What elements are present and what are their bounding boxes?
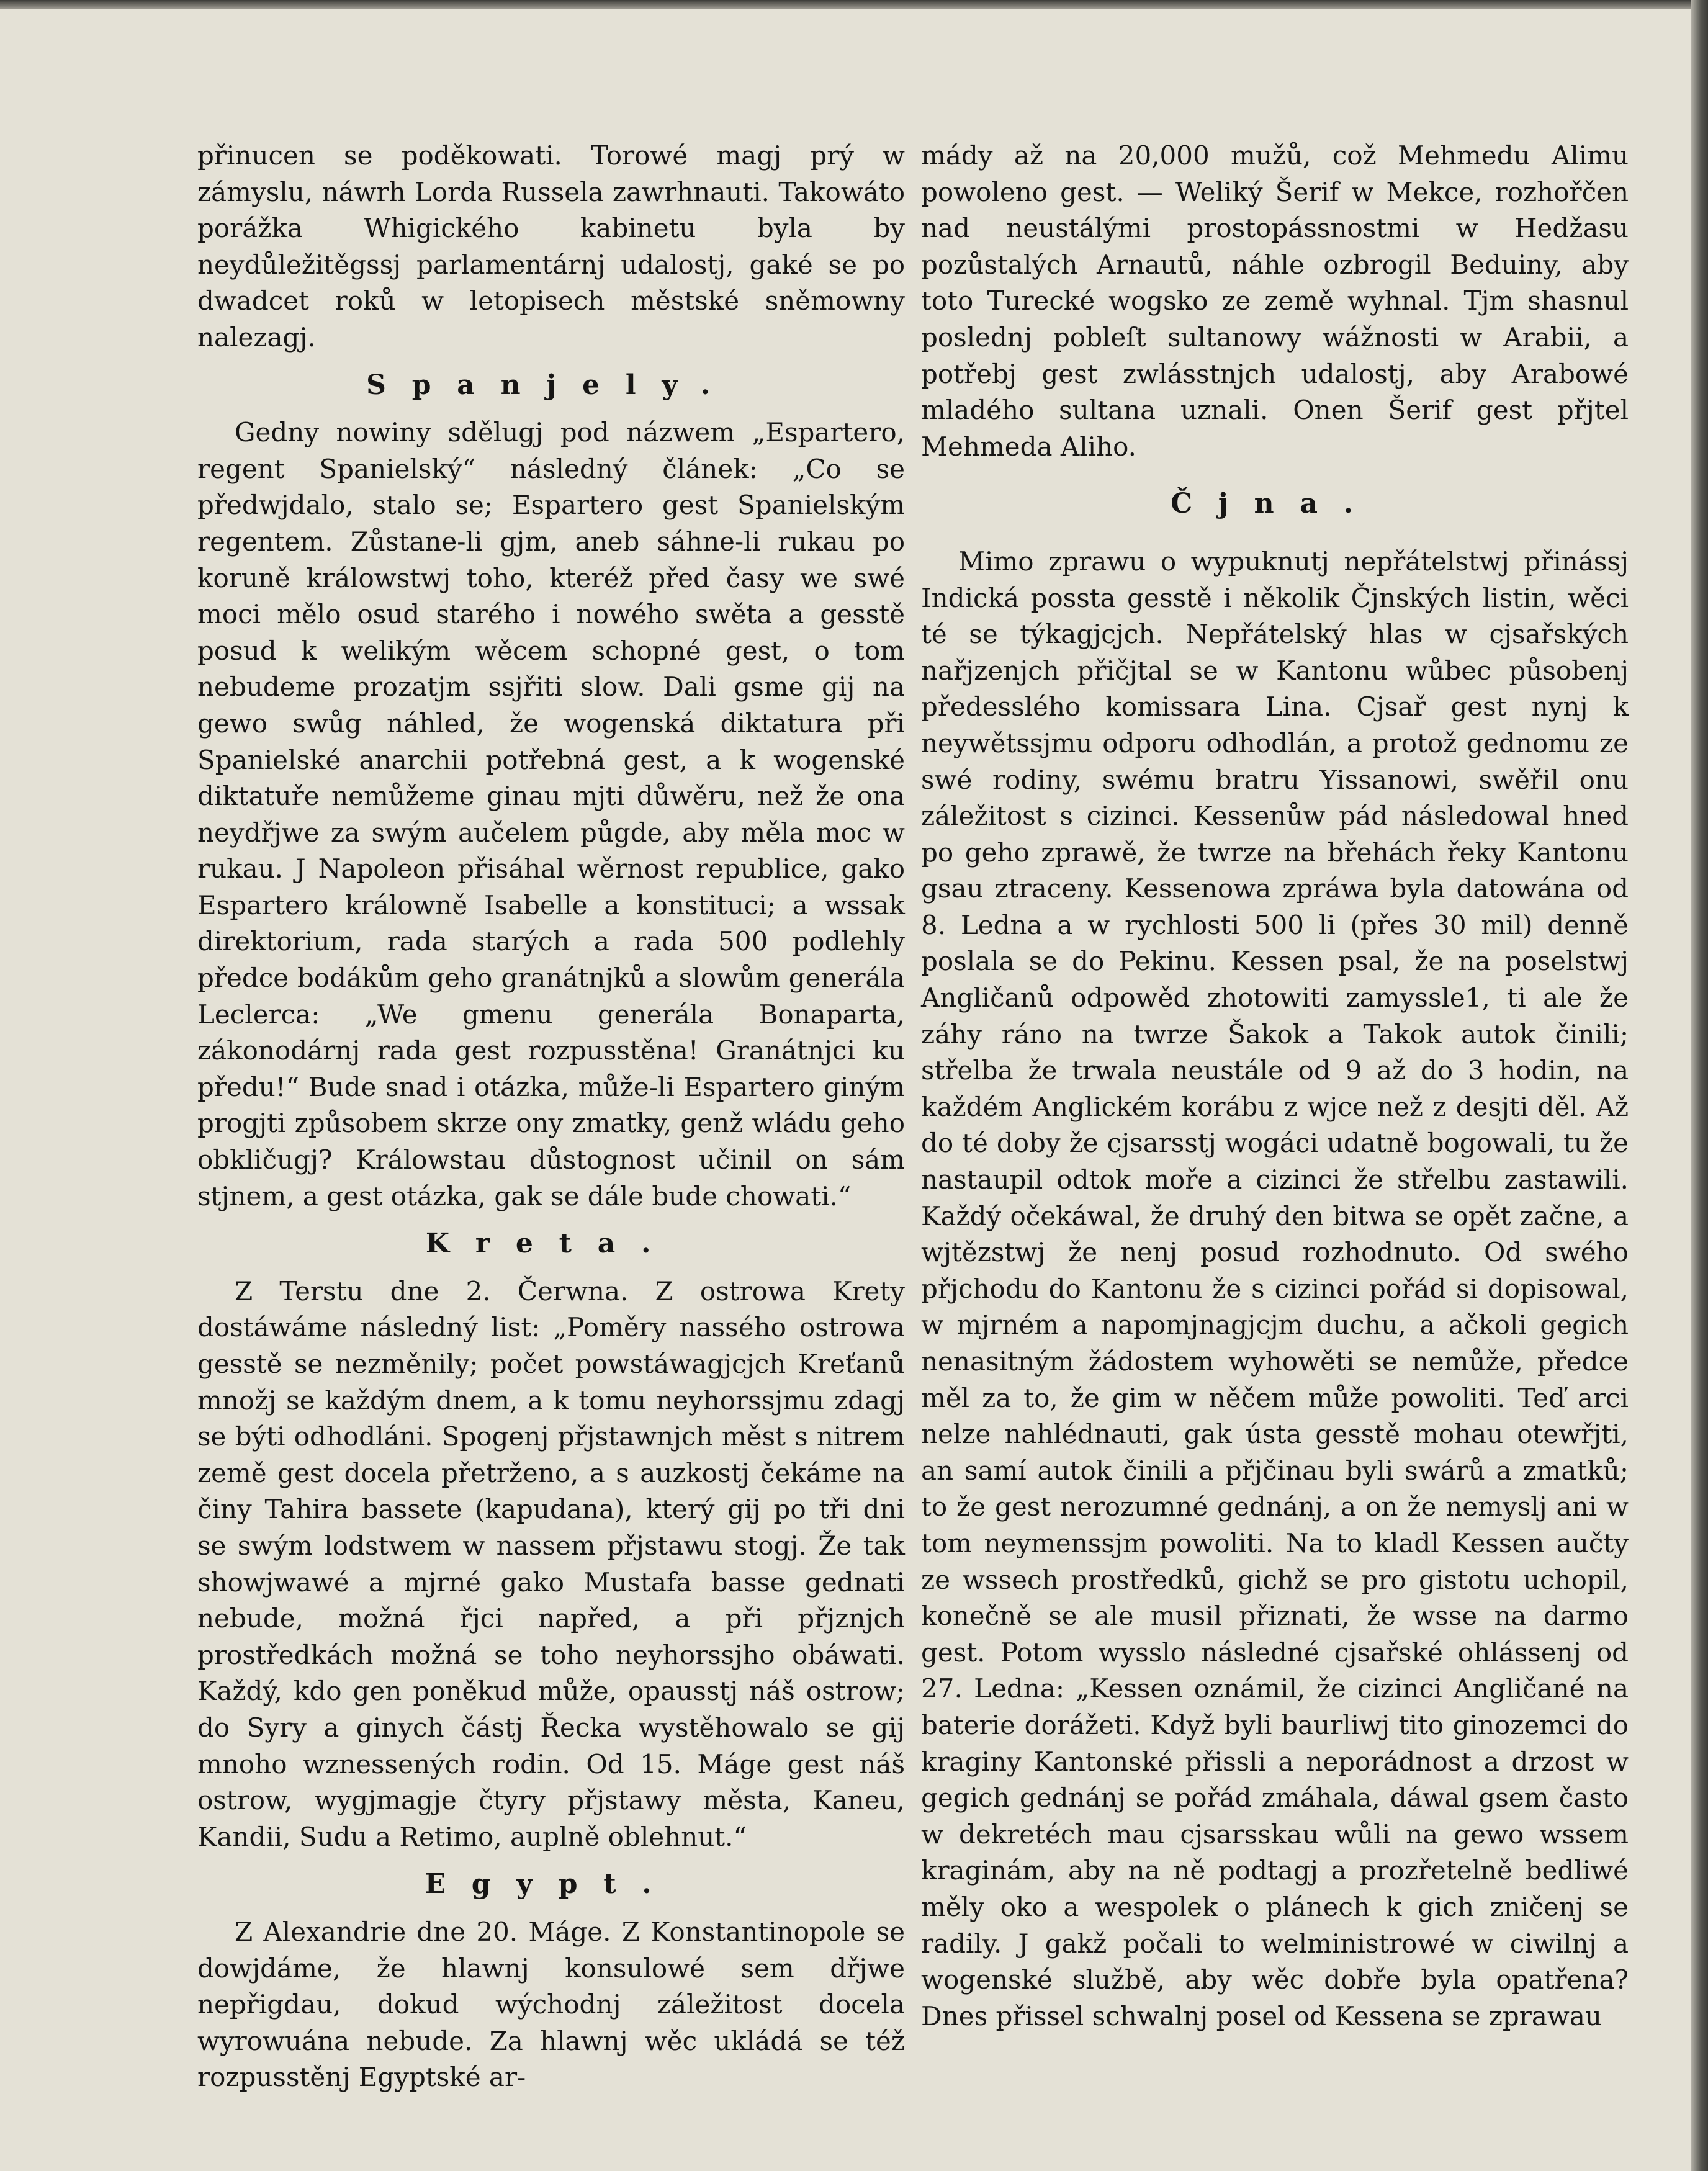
- paragraph-arabia: mády až na 20,000 mužů, což Mehmedu Alimu powoleno gest. — Weliký Šerif w Mekce, rozhořčen nad neustálými prostopássnostmi w Hedžasu pozůstalých Arnautů, náhle ozbrogil Beduiny, aby toto Turecké wogsko ze země wyhnal. Tjm shasnul poslednj pobleſt sultanowy wážnosti w Arabii, a potřebj gest zwlásstnjch udalostj, aby Arabowé mladého sultana uznali. Onen Šerif gest přjtel Mehmeda Aliho.: [921, 140, 1629, 462]
- paragraph-cina: Mimo zprawu o wypuknutj nepřátelstwj přinássj Indická possta gesstě i několik Čjnských listin, wěci té se týkagjcjch. Nepřátelský hlas w cjsařských nařjzenjch přičjtal se w Kantonu wůbec působenj předesslého komissara Lina. Cjsař gest nynj k neywětssjmu odporu odhodlán, a protož gednomu ze swé rodiny, swému bratru Yissanowi, swěřil onu záležitost s cizinci. Kessenůw pád následowal hned po geho zprawě, že twrze na břehách řeky Kantonu gsau ztraceny. Kessenowa zpráwa byla datowána od 8. Ledna a w rychlosti 500 li (přes 30 mil) denně poslala se do Pekinu. Kessen psal, že na poselstwj Angličanů odpowěd zhotowiti zamyssle1, ti ale že záhy ráno na twrze Šakok a Takok autok činili; střelba že trwala neustále od 9 až do 3 hodin, na každém Anglickém korábu z wjce než z desjti děl. Až do té doby že cjsarsstj wogáci udatně bogowali, tu že nastaupil odtok moře a cizinci že střelbu zastawili. Každý očekáwal, že druhý den bitwa se opět začne, a wjtězstwj že nenj posud rozhodnuto. Od swého přjchodu do Kantonu že s cizinci pořád si dopisowal, w mjrném a napomjnagjcjm duchu, a ačkoli gegich nenasitným žádostem wyhowěti se nemůže, předce měl za to, že gim w něčem může powoliti. Teď arci nelze nahlédnauti, gak ústa gesstě mohau otewřjti, an samí autok činili a přjčinau byli swárů a zmatků; to že gest nerozumné gednánj, a on že nemyslj ani w tom neymenssjm powoliti. Na to kladl Kessen aučty ze wssech prostředků, gichž se pro gistotu uchopil, konečně se ale musil přiznati, že wsse na darmo gest. Potom wysslo následné cjsařské ohlássenj od 27. Ledna: „Kessen oznámil, že cizinci Angličané na baterie dorážeti. Když byli baurliwj tito ginozemci do kraginy Kantonské přissli a neporádnost a drzost w gegich gednánj se pořád zmáhala, dáwal gsem často w dekretéch mau cjsarsskau wůli na gewo wssem kraginám, aby na ně podtagj a prozřetelně bedliwé měly oko a wespolek o plánech k gich zničenj se radily. J gakž počali to welministrowé w ciwilnj a wogenské službě, aby wěc dobře byla opatřena? Dnes přissel schwalnj posel od Kessena se zprawau: [921, 546, 1629, 2031]
- page-top-edge: [0, 0, 1701, 9]
- heading-cina: Čjna.: [1171, 488, 1379, 520]
- heading-egypt: Egypt.: [425, 1868, 678, 1900]
- page-right-edge: [1691, 0, 1708, 2171]
- right-column: [921, 138, 1629, 2034]
- heading-kreta: Kreta.: [425, 1228, 677, 1260]
- paragraph-espartero: Gedny nowiny sdělugj pod názwem „Espartero, regent Spanielský“ následný článek: „Co se předwjdalo, stalo se; Espartero gest Spanielským regentem. Zůstane-li gjm, aneb sáhne-li rukau po koruně králowstwj toho, kteréž před časy we swé moci mělo osud starého i nowého swěta a gesstě posud k welikým wěcem schopné gest, o tom nebudeme prozatjm ssjřiti slow. Dali gsme gij na gewo swůg náhled, že wogenská diktatura při Spanielské anarchii potřebná gest, a k wogenské diktatuře nemůžeme ginau mjti důwěru, než že ona neydřjwe za swým aučelem půgde, aby měla moc w rukau. J Napoleon přisáhal wěrnost republice, gako Espartero králowně Isabelle a konstituci; a wssak direktorium, rada starých a rada 500 podlehly předce bodákům geho granátnjků a slowům generála Leclerca: „We gmenu generála Bonaparta, zákonodárnj rada gest rozpusstěna! Granátnjci ku předu!“ Bude snad i otázka, může-li Espartero giným progjti způsobem skrze ony zmatky, genž wládu geho obkličugj? Králowstau důstognost učinil on sám stjnem, a gest otázka, gak se dále bude chowati.“: [197, 417, 905, 1211]
- paragraph-torowe: přinucen se poděkowati. Torowé magj prý w zámyslu, náwrh Lorda Russela zawrhnauti. Takowáto porážka Whigického kabinetu byla by neydůležitěgssj parlamentárnj udalostj, gaké se po dwadcet roků w letopisech městské sněmowny nalezagj.: [197, 140, 905, 353]
- heading-spanely: Spanjely.: [366, 369, 736, 401]
- left-column: [197, 138, 905, 2096]
- paragraph-alexandrie: Z Alexandrie dne 20. Máge. Z Konstantinopole se dowjdáme, že hlawnj konsulowé sem dřjwe nepřigdau, dokud wýchodnj záležitost docela wyrowuána nebude. Za hlawnj wěc ukládá se též rozpusstěnj Egyptské ar-: [197, 1916, 905, 2093]
- paragraph-kreta: Z Terstu dne 2. Čerwna. Z ostrowa Krety dostáwáme následný list: „Poměry nassého ostrowa gesstě se nezměnily; počet powstáwagjcjch Kreťanů množj se každým dnem, a k tomu neyhorssjmu zdagj se býti odhodláni. Spogenj přjstawnjch měst s nitrem země gest docela přetrženo, a s auzkostj čekáme na činy Tahira bassete (kapudana), který gij po tři dni se swým lodstwem w nassem přjstawu stogj. Že tak showjwawé a mjrné gako Mustafa basse gednati nebude, možná řjci napřed, a při přjznjch prostředkách možná se toho neyhorssjho obáwati. Každý, kdo gen poněkud může, opausstj náš ostrow; do Syry a ginych částj Řecka wystěhowalo se gij mnoho wznessených rodin. Od 15. Máge gest náš ostrow, wygjmagje čtyry přjstawy města, Kaneu, Kandii, Sudu a Retimo, auplně oblehnut.“: [197, 1275, 905, 1852]
